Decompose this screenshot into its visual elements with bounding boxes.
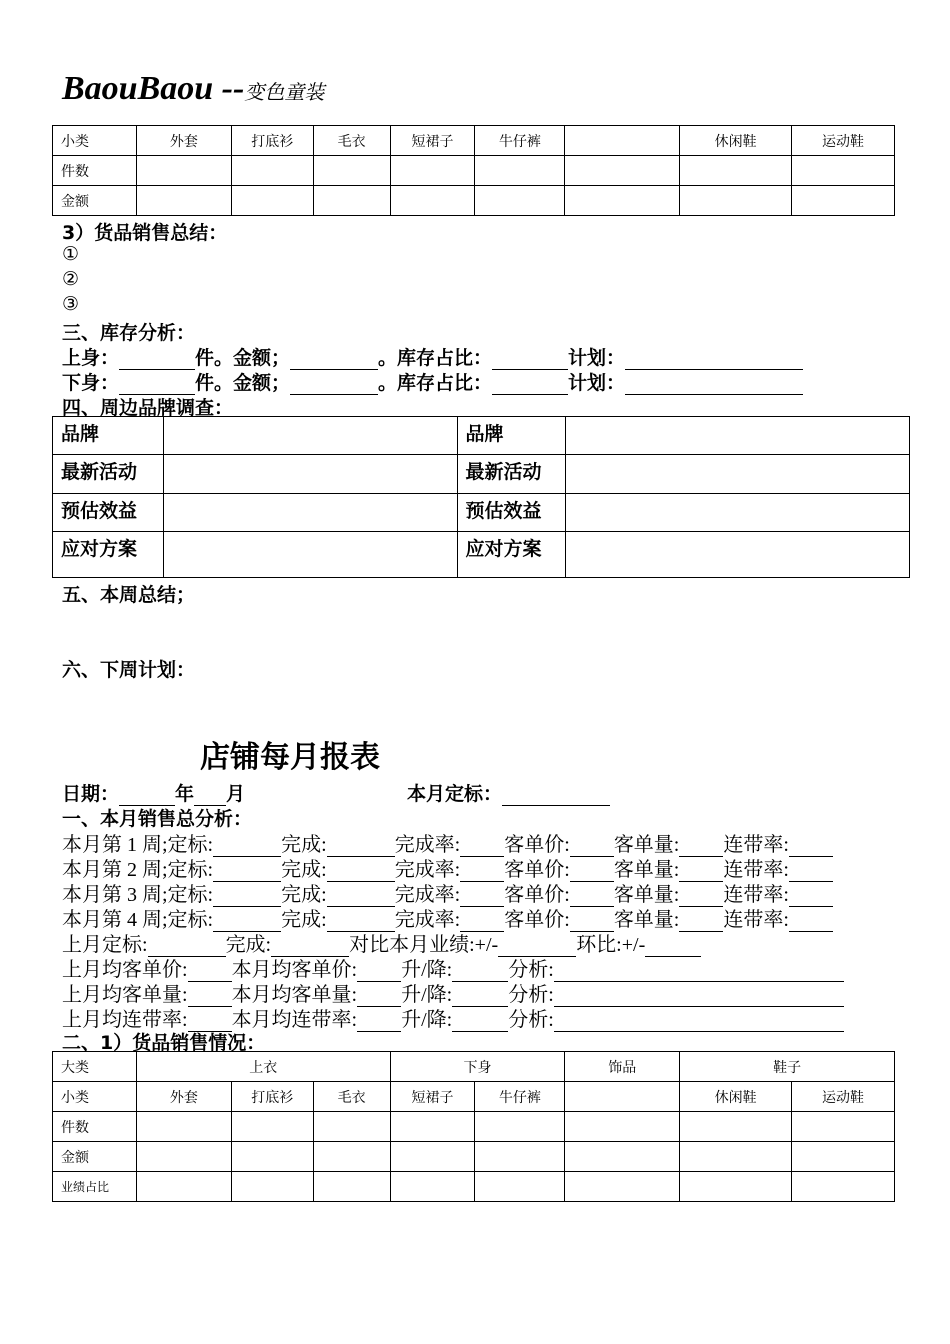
- table-row: 应对方案 应对方案: [53, 532, 910, 578]
- inventory-upper-line: 上身： 件。金额； 。库存占比： 计划：: [62, 343, 803, 370]
- brand-subtitle: 变色童装: [244, 80, 325, 104]
- brand-title: [62, 70, 324, 108]
- summary-item: ②: [62, 268, 80, 290]
- table-cell: 小类: [53, 126, 137, 156]
- avg-row: 上月均客单价: 本月均客单价: 升/降: 分析:: [62, 953, 844, 982]
- next-week-heading: 六、下周计划：: [62, 659, 196, 681]
- table-cell: 短裙子: [390, 126, 475, 156]
- week-summary-heading: 五、本周总结；: [62, 584, 196, 606]
- inventory-lower-line: 下身： 件。金额； 。库存占比： 计划：: [62, 368, 803, 395]
- date-line: 日期： 年 月: [62, 783, 246, 805]
- week-row: 本月第 1 周;定标: 完成: 完成率: 客单价: 客单量: 连带率:: [62, 828, 833, 857]
- table-row: 预估效益 预估效益: [53, 494, 910, 532]
- summary-item: ①: [62, 243, 80, 265]
- avg-row: 上月均连带率: 本月均连带率: 升/降: 分析:: [62, 1003, 844, 1032]
- inventory-heading: 三、库存分析：: [62, 322, 196, 344]
- table-row: 小类 外套 打底衫 毛衣 短裙子 牛仔裤 休闲鞋 运动鞋: [53, 1082, 895, 1112]
- last-month-row: 上月定标: 完成: 对比本月业绩:+/- 环比:+/-: [62, 928, 701, 957]
- table-cell: 件数: [53, 156, 137, 186]
- table-cell: 外套: [136, 126, 231, 156]
- brand-survey-table: [52, 416, 910, 578]
- table-row: [53, 186, 895, 216]
- table-cell: 牛仔裤: [475, 126, 565, 156]
- table-cell: [565, 126, 680, 156]
- table-cell: 金额: [53, 186, 137, 216]
- blank-field[interactable]: [625, 376, 803, 395]
- table-row: 件数: [53, 1112, 895, 1142]
- page-title: 店铺每月报表: [200, 740, 380, 775]
- table-row: 业绩占比: [53, 1172, 895, 1202]
- goods-table: [52, 1051, 895, 1202]
- blank-field[interactable]: [492, 376, 568, 395]
- week-row: 本月第 3 周;定标: 完成: 完成率: 客单价: 客单量: 连带率:: [62, 878, 833, 907]
- target-line: 本月定标：: [407, 779, 610, 806]
- avg-row: 上月均客单量: 本月均客单量: 升/降: 分析:: [62, 978, 844, 1007]
- summary-item: ③: [62, 293, 80, 315]
- blank-field[interactable]: [290, 376, 378, 395]
- table-row: [53, 156, 895, 186]
- sales-summary-heading: 3）货品销售总结：: [62, 222, 228, 244]
- table-cell: 运动鞋: [792, 126, 895, 156]
- table-row: 大类 上衣 下身 饰品 鞋子: [53, 1052, 895, 1082]
- table-cell: 打底衫: [231, 126, 313, 156]
- table-row: 金额: [53, 1142, 895, 1172]
- table-cell: 休闲鞋: [680, 126, 792, 156]
- top-goods-table: [52, 125, 895, 216]
- table-row: [53, 126, 895, 156]
- blank-field[interactable]: [502, 787, 610, 806]
- brand-name: BaouBaou --: [62, 70, 245, 107]
- goods-heading: 二、1）货品销售情况：: [62, 1032, 266, 1054]
- week-row: 本月第 4 周;定标: 完成: 完成率: 客单价: 客单量: 连带率:: [62, 903, 833, 932]
- table-row: 品牌 品牌: [53, 417, 910, 455]
- week-row: 本月第 2 周;定标: 完成: 完成率: 客单价: 客单量: 连带率:: [62, 853, 833, 882]
- analysis-heading: 一、本月销售总分析：: [62, 808, 253, 830]
- table-row: 最新活动 最新活动: [53, 455, 910, 494]
- table-cell: 毛衣: [313, 126, 390, 156]
- brand-survey-heading: 四、周边品牌调查：: [62, 397, 234, 419]
